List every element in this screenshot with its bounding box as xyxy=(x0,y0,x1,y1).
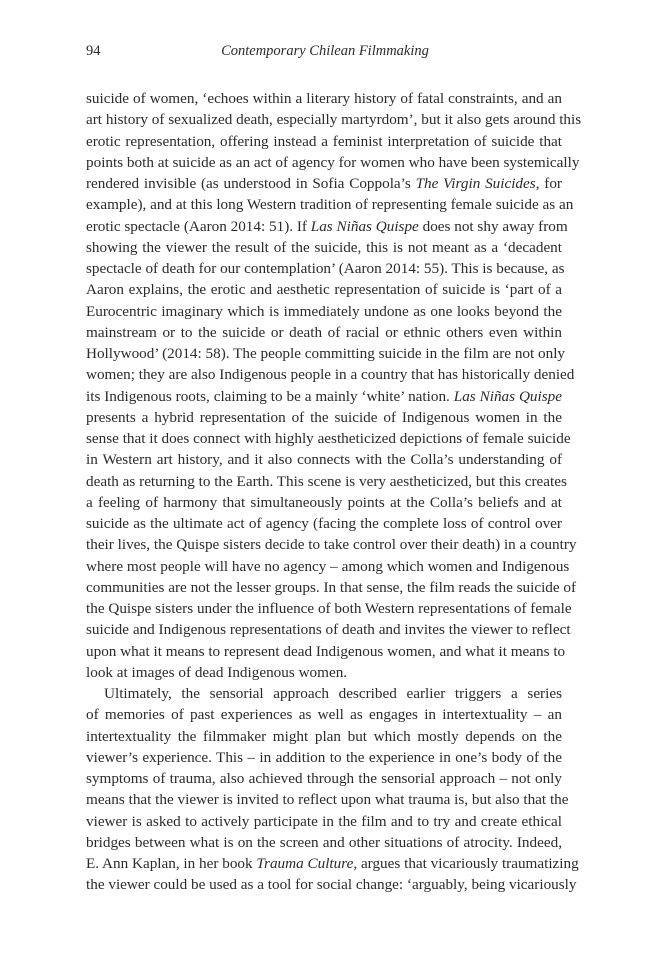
text-line xyxy=(86,641,566,662)
text-line xyxy=(86,853,579,874)
running-header xyxy=(86,43,564,65)
text-line xyxy=(86,301,562,322)
text-run: women; they are also Indigenous people in a country that has historically denied xyxy=(86,366,575,384)
text-run: a feeling of harmony that simultaneously points at the Colla’s beliefs and at xyxy=(86,493,562,511)
text-run: erotic representation, offering instead a feminist interpretation of suicide that xyxy=(86,132,562,150)
text-line xyxy=(86,407,562,428)
text-run: their lives, the Quispe sisters decide to take control over their death) in a country xyxy=(86,536,577,554)
text-line xyxy=(86,619,571,640)
paragraph xyxy=(86,88,582,683)
italic-title: Trauma Culture xyxy=(256,855,354,872)
text-line xyxy=(86,577,577,598)
text-run: death as returning to the Earth. This scene is very aestheticized, but this creates xyxy=(86,472,567,490)
text-run: suicide and Indigenous representations of death and invites the viewer to reflect xyxy=(86,621,571,639)
text-line xyxy=(86,598,572,619)
text-line xyxy=(86,88,562,109)
text-line xyxy=(86,364,575,385)
italic-title: The Virgin Suicides xyxy=(415,175,536,192)
running-title: Contemporary Chilean Filmmaking xyxy=(221,43,429,59)
text-run: art history of sexualized death, especially martyrdom’, but it also gets around this xyxy=(86,111,582,129)
text-line xyxy=(86,152,580,173)
text-line xyxy=(86,194,574,215)
text-line xyxy=(86,279,562,300)
page-number: 94 xyxy=(86,43,101,59)
text-run: Aaron explains, the erotic and aesthetic representation of suicide is ‘part of a xyxy=(86,281,562,299)
text-line xyxy=(86,683,562,704)
text-run: spectacle of death for our contemplation’ (Aaron 2014: 55). This is because, as xyxy=(86,260,565,277)
text-line xyxy=(86,471,567,492)
text-line xyxy=(86,386,562,407)
text-line xyxy=(86,173,562,194)
text-run: Hollywood’ (2014: 58). The people committing suicide in the film are not only xyxy=(86,345,566,362)
text-run: does not shy away from xyxy=(418,217,568,235)
text-run: Eurocentric imaginary which is immediately undone as one looks beyond the xyxy=(86,302,562,320)
text-run: of memories of past experiences as well as engages in intertextuality – an xyxy=(86,706,562,724)
text-line xyxy=(86,258,565,279)
text-run: , argues that vicariously traumatizing xyxy=(353,855,579,872)
text-run: mainstream or to the suicide or death of racial or ethnic others even within xyxy=(86,323,562,341)
text-run: showing the viewer the result of the suicide, this is not meant as a ‘decadent xyxy=(86,238,562,256)
text-run: example), and at this long Western tradition of representing female suicide as an xyxy=(86,196,574,214)
text-line xyxy=(86,704,562,725)
text-run: the Quispe sisters under the influence of both Western representations of female xyxy=(86,600,572,617)
text-run: symptoms of trauma, also achieved through the sensorial approach – not only xyxy=(86,770,562,787)
text-line xyxy=(86,811,562,832)
text-run: bridges between what is on the screen and other situations of atrocity. Indeed, xyxy=(86,833,562,851)
text-line xyxy=(86,449,562,470)
text-line xyxy=(86,789,569,810)
text-line xyxy=(86,534,577,555)
text-run: rendered invisible (as understood in Sofia Coppola’s xyxy=(86,175,416,192)
text-line xyxy=(86,768,562,789)
text-run: sense that it does connect with highly aestheticized depictions of female suicide xyxy=(86,430,571,447)
text-line xyxy=(86,492,562,513)
text-run: viewer is asked to actively participate in the film and to try and create ethical xyxy=(86,812,562,830)
text-line xyxy=(86,513,562,534)
text-run: upon what it means to represent dead Indigenous women, and what it means to xyxy=(86,642,566,660)
text-run: Ultimately, the sensorial approach described earlier triggers a series xyxy=(104,685,562,702)
text-run: presents a hybrid representation of the suicide of Indigenous women in the xyxy=(86,408,562,426)
text-line xyxy=(86,747,562,768)
text-run: its Indigenous roots, claiming to be a mainly ‘white’ nation. xyxy=(86,387,454,405)
text-run: erotic spectacle (Aaron 2014: 51). If xyxy=(86,217,311,235)
text-line xyxy=(86,556,570,577)
text-line xyxy=(86,726,562,747)
text-run: suicide as the ultimate act of agency (facing the complete loss of control over xyxy=(86,515,562,532)
italic-title: Las Niñas Quispe xyxy=(453,387,562,405)
text-run: points both at suicide as an act of agency for women who have been systemically xyxy=(86,153,580,171)
text-run: viewer’s experience. This – in addition to the experience in one’s body of the xyxy=(86,748,562,766)
text-run: E. Ann Kaplan, in her book xyxy=(86,855,257,872)
text-line xyxy=(86,662,562,683)
text-run: the viewer could be used as a tool for social change: ‘arguably, being vicariously xyxy=(86,876,577,894)
text-run: , for xyxy=(535,175,562,192)
text-line xyxy=(86,343,566,364)
text-run: intertextuality the filmmaker might plan but which mostly depends on the xyxy=(86,727,562,745)
text-run: means that the viewer is invited to reflect upon what trauma is, but also that the xyxy=(86,791,569,809)
paragraph xyxy=(86,683,579,896)
text-line xyxy=(86,237,562,258)
text-run: look at images of dead Indigenous women. xyxy=(86,663,348,681)
body-text xyxy=(86,88,582,896)
text-run: communities are not the lesser groups. In that sense, the film reads the suicide of xyxy=(86,578,577,596)
text-line xyxy=(86,832,562,853)
text-line xyxy=(86,322,562,343)
text-line xyxy=(86,428,571,449)
text-line xyxy=(86,109,582,130)
text-line xyxy=(86,131,562,152)
text-run: in Western art history, and it also connects with the Colla’s understanding of xyxy=(86,451,562,469)
text-line xyxy=(86,874,577,895)
text-run: where most people will have no agency – among which women and Indigenous xyxy=(86,557,570,575)
italic-title: Las Niñas Quispe xyxy=(310,217,419,235)
text-run: suicide of women, ‘echoes within a literary history of fatal constraints, and an xyxy=(86,90,562,107)
text-line xyxy=(86,216,568,237)
